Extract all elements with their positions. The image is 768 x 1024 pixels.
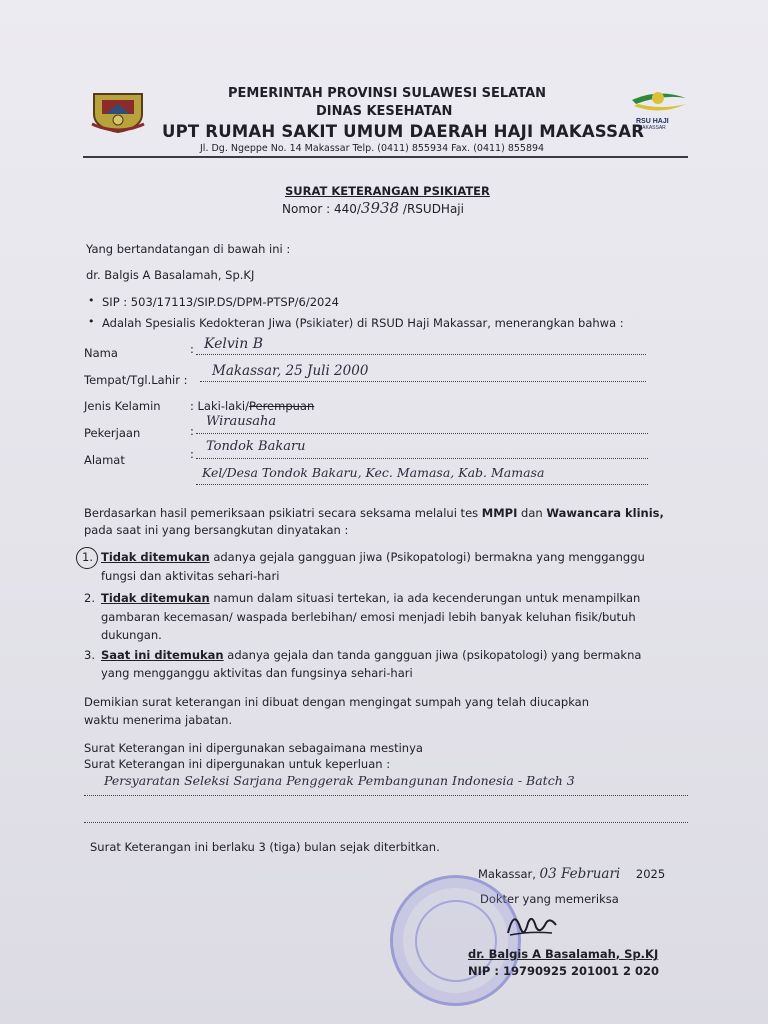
field-value-nama: Kelvin B <box>204 336 263 352</box>
signatory-nip: NIP : 19790925 201001 2 020 <box>468 964 659 978</box>
field-colon: : <box>190 424 194 438</box>
field-value-pekerjaan: Wirausaha <box>206 414 277 429</box>
field-value-ttl: Makassar, 25 Juli 2000 <box>212 363 369 379</box>
field-label-ttl: Tempat/Tgl.Lahir : <box>84 373 188 387</box>
finding-1 <box>101 550 645 564</box>
finding-2-text: namun dalam situasi tertekan, ia ada kecenderungan untuk menampilkan <box>209 591 641 605</box>
field-value-jenis-kelamin <box>190 399 314 413</box>
finding-2 <box>101 591 640 605</box>
purpose-line <box>84 822 688 823</box>
purpose-handwritten: Persyaratan Seleksi Sarjana Penggerak Pembangunan Indonesia - Batch 3 <box>104 773 575 788</box>
field-colon: : <box>190 342 194 356</box>
findings-intro-line2: pada saat ini yang bersangkutan dinyatakan : <box>84 523 349 537</box>
letterhead-line2: DINAS KESEHATAN <box>316 104 453 119</box>
field-line <box>196 433 648 434</box>
specialist-statement: Adalah Spesialis Kedokteran Jiwa (Psikiater) di RSUD Haji Makassar, menerangkan bahwa : <box>102 316 624 330</box>
sip-number: SIP : 503/17113/SIP.DS/DPM-PTSP/6/2024 <box>102 295 340 309</box>
finding-3-text: adanya gejala dan tanda gangguan jiwa (psikopatologi) yang bermakna <box>223 648 642 662</box>
gender-option-male: : Laki-laki/ <box>190 399 249 413</box>
signature-role: Dokter yang memeriksa <box>480 892 619 906</box>
field-label-alamat: Alamat <box>84 453 125 467</box>
finding-2-number: 2. <box>84 591 95 605</box>
purpose-line <box>84 795 688 796</box>
field-line <box>200 381 646 382</box>
intro-mmpi: MMPI <box>481 506 518 520</box>
field-colon: : <box>190 447 194 461</box>
nomor-handwritten: 3938 <box>360 199 400 217</box>
field-line <box>196 458 648 459</box>
gender-option-female: Perempuan <box>248 399 315 413</box>
finding-3-number: 3. <box>84 648 95 662</box>
finding-2-bold: Tidak ditemukan <box>101 591 210 605</box>
finding-2-line2: gambaran kecemasan/ waspada berlebihan/ emosi menjadi lebih banyak keluhan fisik/butuh <box>101 610 636 624</box>
field-label-jenis-kelamin: Jenis Kelamin <box>84 399 161 413</box>
finding-1-line2: fungsi dan aktivitas sehari-hari <box>101 569 280 583</box>
letterhead-address: Jl. Dg. Ngeppe No. 14 Makassar Telp. (0411) 855934 Fax. (0411) 855894 <box>200 143 545 154</box>
finding-2-line3: dukungan. <box>101 628 162 642</box>
nomor-suffix: /RSUDHaji <box>399 202 464 216</box>
opening-text: Yang bertandatangan di bawah ini : <box>86 242 291 256</box>
svg-text:RSU HAJI: RSU HAJI <box>636 118 669 125</box>
finding-3 <box>101 648 641 662</box>
svg-text:MAKASSAR: MAKASSAR <box>638 125 666 130</box>
usage-line2: Surat Keterangan ini dipergunakan untuk keperluan : <box>84 757 391 771</box>
handwritten-signature-icon <box>500 905 560 945</box>
usage-line1: Surat Keterangan ini dipergunakan sebagaimana mestinya <box>84 741 423 755</box>
validity-text: Surat Keterangan ini berlaku 3 (tiga) bulan sejak diterbitkan. <box>90 840 440 854</box>
field-value-alamat-2: Kel/Desa Tondok Bakaru, Kec. Mamasa, Kab. Mamasa <box>202 465 545 480</box>
field-line <box>196 484 648 485</box>
intro-wawancara: Wawancara klinis, <box>546 506 664 520</box>
finding-3-line2: yang mengganggu aktivitas dan fungsinya sehari-hari <box>101 666 413 680</box>
document-number <box>282 199 464 217</box>
provincial-coat-of-arms-icon <box>88 84 148 134</box>
document-title: SURAT KETERANGAN PSIKIATER <box>285 184 490 198</box>
letterhead-rule <box>83 156 688 158</box>
finding-1-bold: Tidak ditemukan <box>101 550 210 564</box>
nomor-prefix: Nomor : 440/ <box>282 202 361 216</box>
bullet-dot: • <box>88 315 95 328</box>
closing-line2: waktu menerima jabatan. <box>84 713 233 727</box>
letterhead-hospital-name: UPT RUMAH SAKIT UMUM DAERAH HAJI MAKASSAR <box>162 122 645 141</box>
doctor-name: dr. Balgis A Basalamah, Sp.KJ <box>86 268 255 282</box>
field-line <box>196 354 646 355</box>
bullet-dot: • <box>88 294 95 307</box>
finding-1-text: adanya gejala gangguan jiwa (Psikopatologi) bermakna yang mengganggu <box>209 550 645 564</box>
finding-1-number: 1. <box>82 550 93 564</box>
signature-date-handwritten: 03 Februari <box>539 866 621 882</box>
closing-line1: Demikian surat keterangan ini dibuat dengan mengingat sumpah yang telah diucapkan <box>84 695 589 709</box>
field-label-nama: Nama <box>84 346 118 360</box>
signature-year: 2025 <box>635 867 666 881</box>
intro-text: Berdasarkan hasil pemeriksaan psikiatri secara seksama melalui tes <box>84 506 482 520</box>
letterhead-line1: PEMERINTAH PROVINSI SULAWESI SELATAN <box>228 86 547 101</box>
field-label-pekerjaan: Pekerjaan <box>84 426 141 440</box>
signature-date <box>478 866 665 882</box>
findings-intro-line1 <box>84 506 664 520</box>
field-value-alamat-1: Tondok Bakaru <box>206 439 306 454</box>
signatory-name: dr. Balgis A Basalamah, Sp.KJ <box>468 947 659 961</box>
signature-place: Makassar, <box>478 867 536 881</box>
finding-3-bold: Saat ini ditemukan <box>101 648 224 662</box>
intro-text: dan <box>517 506 547 520</box>
